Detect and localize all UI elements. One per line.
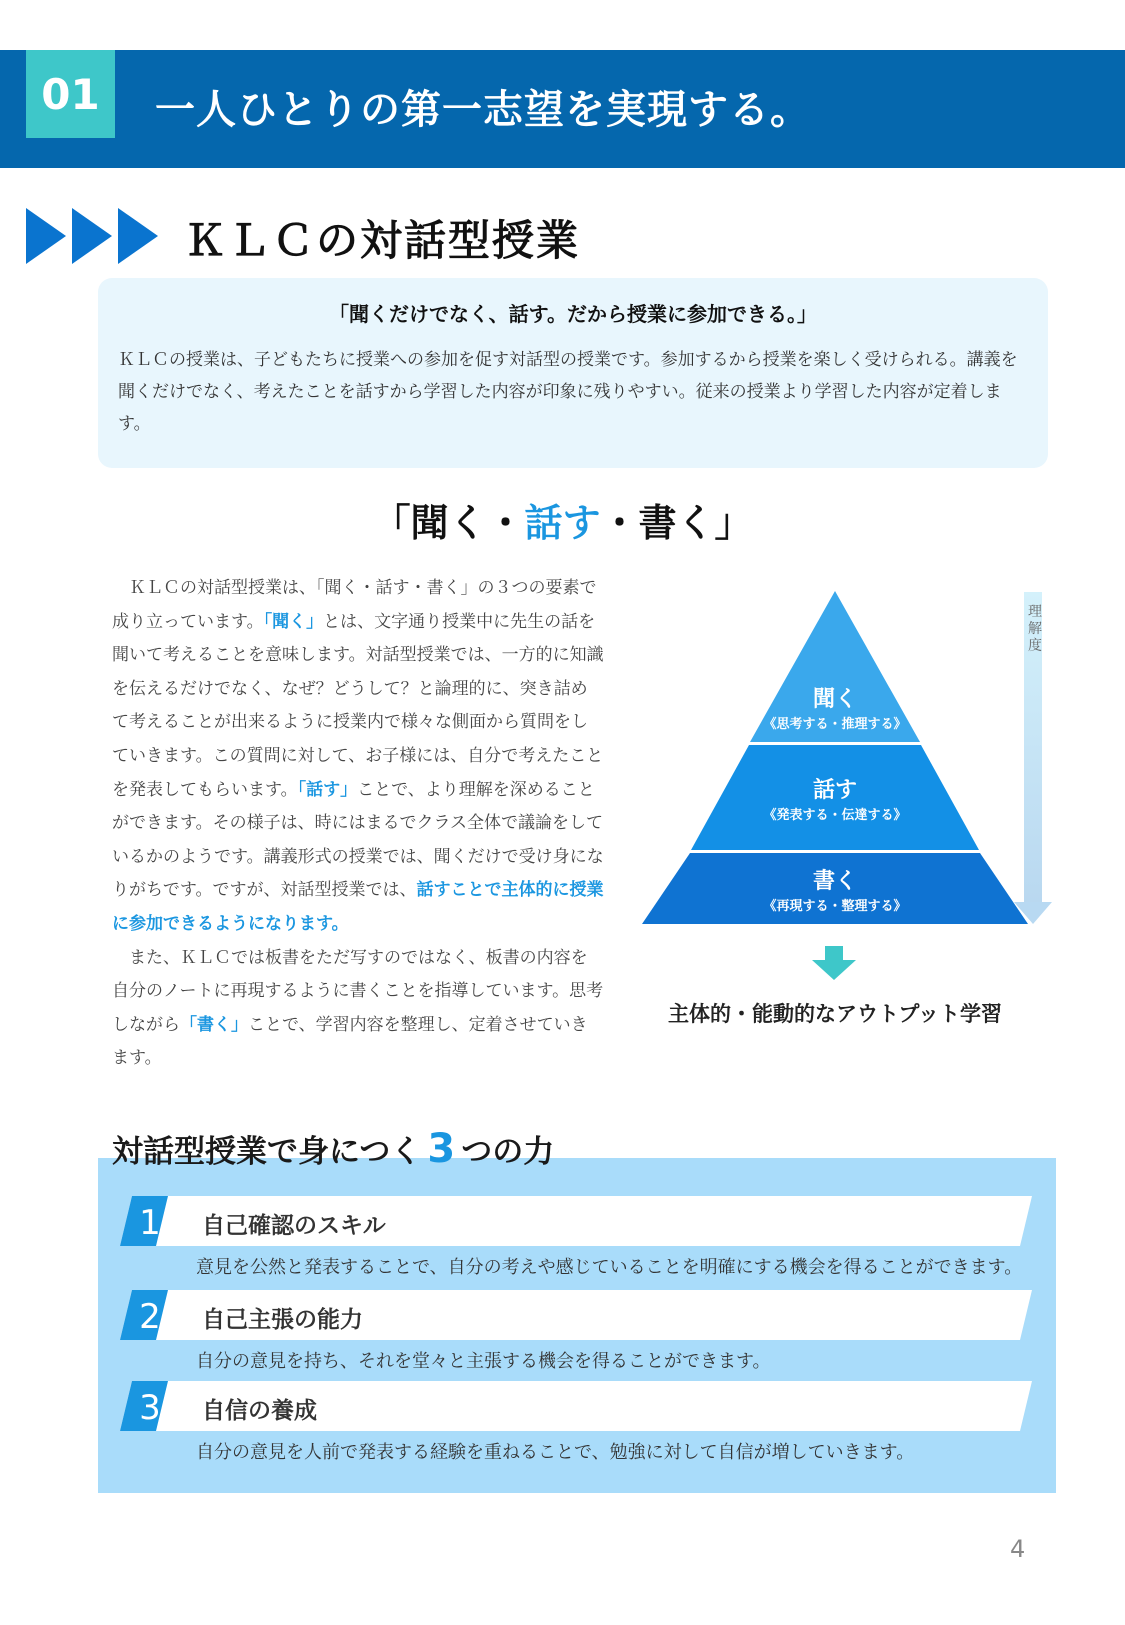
skill-desc-3: 自分の意見を人前で発表する経験を重ねることで、勉強に対して自信が増していきます。 [196, 1442, 915, 1463]
page-number: 4 [1010, 1535, 1026, 1563]
section-number-badge: 01 [26, 50, 115, 138]
body-text-span: また、ＫＬＣでは板書をただ写すのではなく、板書の内容を自分のノートに再現するように書くことを指導しています。思考しながら [112, 947, 604, 1035]
skill-name-1: 自己確認のスキル [202, 1213, 386, 1239]
triple-arrow-icon [26, 208, 162, 264]
pyramid-top-title: 聞く [812, 687, 857, 712]
body-emphasis: 「話す」 [297, 779, 358, 800]
pyramid-bottom-subtitle: 《再現する・整理する》 [763, 899, 907, 914]
pyramid-diagram [640, 586, 1080, 931]
skill-number-1: 1 [139, 1203, 161, 1243]
understanding-axis-label: 理解度 [1028, 604, 1042, 654]
output-learning-label: 主体的・能動的なアウトプット学習 [668, 1002, 1002, 1026]
skill-number-2: 2 [139, 1297, 161, 1337]
pyramid-middle-title: 話す [812, 778, 857, 803]
body-paragraph [112, 572, 604, 1076]
body-emphasis: 「聞く」 [263, 611, 324, 632]
body-text-span: とは、文字通り授業中に先生の話を聞いて考えることを意味します。対話型授業では、一方的に知識を伝えるだけでなく、なぜ？どうして？と論理的に、突き詰めて考えることが出来るように授業内で様々な側面から質問をしていきます。この質問に対して、お子様には、自分で考えたことを発表してもらいます。 [112, 611, 604, 800]
skill-desc-2: 自分の意見を持ち、それを堂々と主張する機会を得ることができます。 [196, 1351, 771, 1372]
pyramid-bottom-title: 書く [812, 869, 857, 894]
main-title-open: 「聞く・ [372, 501, 525, 545]
skills-title-number: 3 [427, 1126, 456, 1172]
main-title-highlight: 話す [524, 501, 601, 545]
pyramid-top-label [735, 682, 935, 732]
body-text-span: ことで、学習内容を整理し、定着させていきます。 [112, 1014, 588, 1069]
skill-name-2: 自己主張の能力 [202, 1307, 363, 1333]
pyramid-top-subtitle: 《思考する・推理する》 [763, 717, 907, 732]
main-title-close: ・書く」 [600, 501, 753, 545]
pyramid-middle-label [735, 773, 935, 823]
body-emphasis: 話すことで主体的に授業に参加できるようになります。 [112, 880, 604, 934]
skills-title [112, 1126, 554, 1172]
intro-text: ＫＬＣの授業は、子どもたちに授業への参加を促す対話型の授業です。参加するから授業を楽しく受けられる。講義を聞くだけでなく、考えたことを話すから学習した内容が印象に残りやすい。従来の授業より学習した内容が定着します。 [118, 350, 1018, 434]
intro-heading: 「聞くだけでなく、話す。だから授業に参加できる。」 [329, 302, 817, 326]
page-title: 一人ひとりの第一志望を実現する。 [155, 87, 811, 133]
skill-name-3: 自信の養成 [202, 1398, 317, 1424]
body-text-span: ことで、より理解を深めることができます。その様子は、時にはまるでクラス全体で議論をしているかのようです。講義形式の授業では、聞くだけで受け身になりがちです。ですが、対話型授業では、 [112, 779, 604, 901]
skill-desc-1: 意見を公然と発表することで、自分の考えや感じていることを明確にする機会を得ることができます。 [196, 1257, 1023, 1278]
section-title: ＫＬＣの対話型授業 [184, 216, 581, 265]
body-text-span: ＫＬＣの対話型授業は、「聞く・話す・書く」の３つの要素で成り立っています。 [112, 578, 597, 632]
main-title [0, 492, 1125, 547]
down-arrow-icon [812, 946, 856, 980]
skills-title-text: つの力 [461, 1134, 555, 1170]
skill-number-3: 3 [139, 1388, 161, 1428]
pyramid-bottom-label [735, 864, 935, 914]
pyramid-middle-subtitle: 《発表する・伝達する》 [763, 808, 907, 823]
skills-title-text: 対話型授業で身につく [112, 1134, 422, 1170]
body-emphasis: 「書く」 [180, 1014, 248, 1035]
